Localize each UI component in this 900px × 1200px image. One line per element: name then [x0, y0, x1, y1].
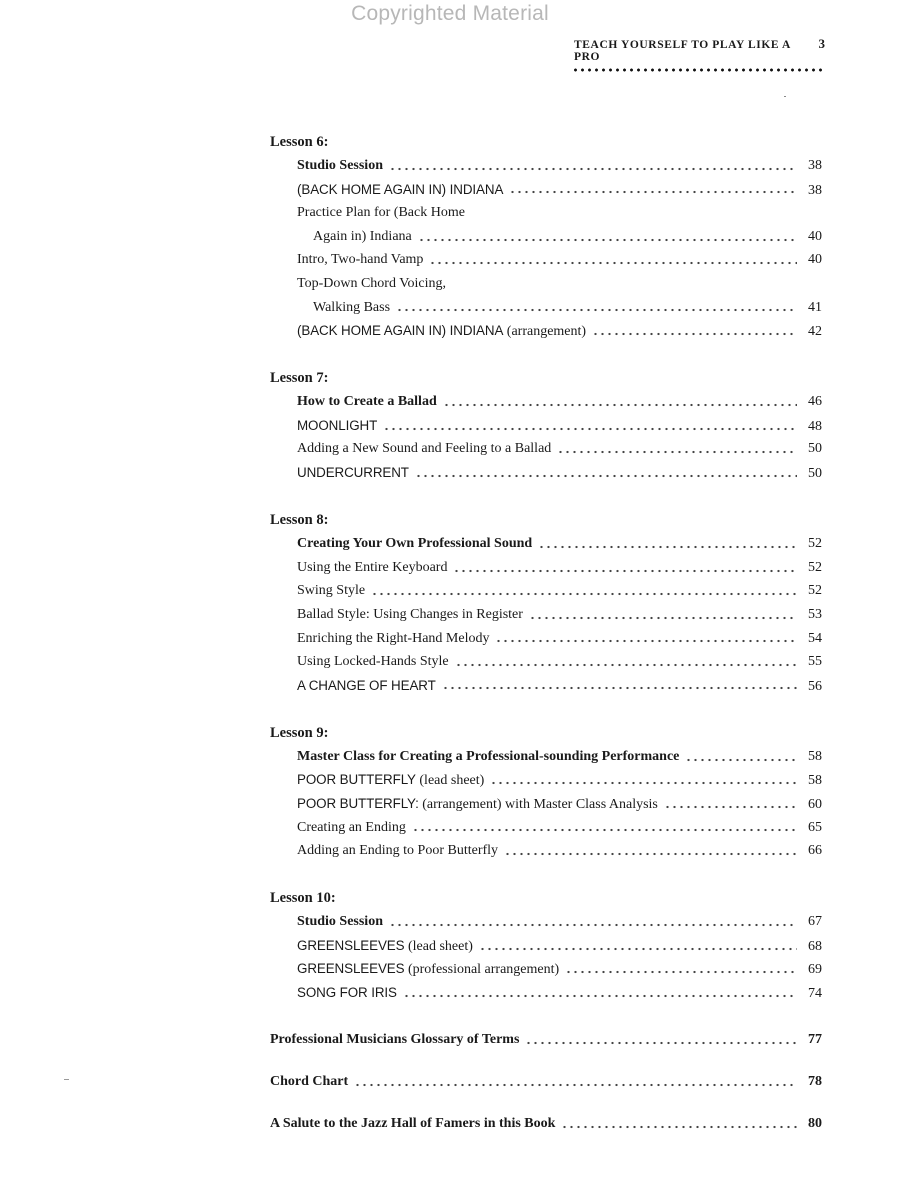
- dot-leader: [453, 563, 797, 573]
- entry-title: [297, 414, 377, 439]
- dot-leader: [371, 586, 797, 596]
- entry-title: [297, 579, 365, 603]
- table-of-contents: [270, 130, 822, 1154]
- entry-page-number: 48: [808, 418, 822, 434]
- entry-title-part: (lead sheet): [415, 773, 485, 789]
- entry-title: [313, 296, 390, 320]
- toc-entry[interactable]: [270, 792, 822, 816]
- entry-title-part: Adding a New Sound and Feeling to a Ballad: [297, 441, 552, 457]
- dot-leader: [592, 326, 797, 336]
- entry-title: A Salute to the Jazz Hall of Famers in this Book: [270, 1116, 556, 1132]
- entry-title: [297, 272, 446, 296]
- lesson-section: [270, 508, 822, 697]
- dot-leader: [429, 255, 797, 265]
- scan-speck: [64, 1079, 69, 1080]
- entry-page-number: 46: [808, 394, 822, 410]
- entry-title-part: Walking Bass: [313, 299, 391, 315]
- entry-title-part: (BACK HOME AGAIN IN) INDIANA: [297, 323, 504, 339]
- dot-leader: [412, 822, 797, 832]
- entry-title-part: Using the Entire Keyboard: [297, 559, 448, 575]
- entry-page-number: 77: [808, 1032, 822, 1048]
- entry-title: Chord Chart: [270, 1074, 349, 1090]
- entry-page-number: 68: [808, 938, 822, 954]
- toc-standalone-entry[interactable]: [270, 1070, 822, 1094]
- entry-title-part: Practice Plan for (Back Home: [297, 205, 465, 221]
- scan-speck: [784, 96, 786, 97]
- toc-entry[interactable]: [270, 296, 822, 320]
- lesson-section: [270, 721, 822, 863]
- toc-entry[interactable]: [270, 461, 822, 485]
- dot-leader: [442, 680, 797, 690]
- toc-entry[interactable]: [270, 556, 822, 580]
- dot-leader: [490, 775, 797, 785]
- entry-title-part: Creating an Ending: [297, 819, 406, 835]
- entry-title-part: (arrangement): [503, 324, 587, 340]
- entry-page-number: 67: [808, 914, 822, 930]
- entry-title-part: Enriching the Right-Hand Melody: [297, 630, 490, 646]
- entry-title-part: Creating Your Own Professional Sound: [297, 536, 533, 552]
- entry-page-number: 50: [808, 441, 822, 457]
- entry-title: [297, 745, 679, 769]
- entry-title: [297, 674, 436, 699]
- toc-entry[interactable]: [270, 627, 822, 651]
- running-head: [540, 36, 825, 72]
- toc-entry[interactable]: [270, 248, 822, 272]
- entry-title-part: Studio Session: [297, 158, 383, 173]
- entry-page-number: 80: [808, 1116, 822, 1132]
- toc-entry[interactable]: [270, 839, 822, 863]
- dot-leader: [455, 657, 797, 667]
- dot-leader: [495, 633, 797, 643]
- entry-title-part: Intro, Two-hand Vamp: [297, 252, 424, 268]
- entry-title: [297, 319, 586, 344]
- dot-leader: [664, 799, 797, 809]
- entry-page-number: 58: [808, 773, 822, 789]
- dot-leader: [389, 161, 797, 171]
- dot-leader: [396, 302, 797, 312]
- entry-title: [297, 910, 383, 934]
- toc-entry[interactable]: [270, 603, 822, 627]
- entry-title-part: Ballad Style: Using Changes in Register: [297, 606, 523, 622]
- dot-leader: [561, 1119, 797, 1129]
- page-number: 3: [818, 36, 825, 51]
- entry-title: [297, 650, 449, 674]
- entry-page-number: 40: [808, 252, 822, 268]
- standalone-entry-wrap: [270, 1028, 822, 1052]
- lesson-section: [270, 130, 822, 343]
- entry-page-number: 42: [808, 324, 822, 340]
- dot-leader: [685, 752, 797, 762]
- entry-page-number: 60: [808, 796, 822, 812]
- toc-entry[interactable]: [270, 768, 822, 792]
- entry-page-number: 58: [808, 748, 822, 764]
- entry-title-part: Studio Session: [297, 914, 383, 930]
- entry-page-number: 78: [808, 1074, 822, 1090]
- dot-leader: [557, 444, 797, 454]
- toc-entry[interactable]: [270, 178, 822, 202]
- entry-page-number: 52: [808, 559, 822, 575]
- toc-entry[interactable]: [270, 390, 822, 414]
- toc-entry[interactable]: [270, 934, 822, 958]
- toc-standalone-entry[interactable]: [270, 1028, 822, 1052]
- entry-title: [297, 201, 465, 225]
- entry-title: [297, 792, 658, 817]
- lesson-section: [270, 886, 822, 1004]
- entry-title: [297, 839, 498, 863]
- entry-title-part: (arrangement) with Master Class Analysis: [418, 796, 658, 812]
- dot-leader: [403, 988, 797, 998]
- dot-leader: [525, 1035, 797, 1045]
- entry-page-number: 55: [808, 654, 822, 670]
- toc-entry[interactable]: [270, 225, 822, 249]
- entry-title-part: Swing Style: [297, 583, 366, 599]
- entry-title: [297, 248, 423, 272]
- entry-title-part: How to Create a Ballad: [297, 394, 437, 410]
- dot-leader: [565, 964, 797, 974]
- toc-entry[interactable]: [270, 272, 822, 296]
- entry-title-part: Adding an Ending to Poor Butterfly: [297, 843, 499, 859]
- entry-title-part: Using Locked-Hands Style: [297, 654, 449, 670]
- entry-page-number: 66: [808, 843, 822, 859]
- entry-title-part: Again in) Indiana: [313, 228, 412, 244]
- entry-title: [297, 768, 484, 793]
- entry-title: [297, 390, 437, 414]
- entry-page-number: 53: [808, 606, 822, 622]
- toc-entry[interactable]: [270, 154, 822, 178]
- entry-title: [297, 178, 503, 203]
- entry-title: [297, 556, 447, 580]
- entry-page-number: 54: [808, 630, 822, 646]
- entry-title: [297, 154, 383, 178]
- dot-leader: [389, 917, 797, 927]
- toc-entry[interactable]: [270, 910, 822, 934]
- standalone-entry-wrap: [270, 1112, 822, 1136]
- toc-entry[interactable]: [270, 201, 822, 225]
- dot-leader: [354, 1077, 797, 1087]
- entry-page-number: 38: [808, 158, 822, 173]
- entry-title-part: GREENSLEEVES: [297, 961, 405, 977]
- entry-title-part: A CHANGE OF HEART: [297, 677, 436, 693]
- toc-entry[interactable]: [270, 957, 822, 981]
- entry-title: [297, 437, 551, 461]
- dot-leader: [383, 421, 797, 431]
- watermark: Copyrighted Material: [351, 2, 549, 25]
- lesson-heading: Lesson 7:: [270, 370, 329, 387]
- lesson-section: [270, 366, 822, 484]
- entry-page-number: 50: [808, 466, 822, 482]
- entry-page-number: 69: [808, 962, 822, 978]
- toc-entry[interactable]: [270, 816, 822, 840]
- lesson-heading: Lesson 10:: [270, 890, 336, 907]
- entry-title: [297, 934, 473, 959]
- toc-entry[interactable]: [270, 650, 822, 674]
- entry-title: [313, 225, 412, 249]
- toc-entry[interactable]: [270, 437, 822, 461]
- entry-title: [297, 603, 523, 627]
- toc-entry[interactable]: [270, 319, 822, 343]
- entry-title-part: (lead sheet): [404, 938, 473, 954]
- dotted-rule: [572, 68, 825, 72]
- dot-leader: [529, 610, 797, 620]
- entry-title-part: UNDERCURRENT: [297, 465, 409, 481]
- entry-page-number: 74: [808, 986, 822, 1002]
- dot-leader: [479, 941, 797, 951]
- entry-page-number: 56: [808, 678, 822, 694]
- toc-entry[interactable]: [270, 981, 822, 1005]
- entry-page-number: 65: [808, 819, 822, 835]
- dot-leader: [443, 397, 797, 407]
- entry-title-part: POOR BUTTERFLY: [297, 772, 416, 788]
- entry-page-number: 40: [808, 228, 822, 244]
- entry-page-number: 38: [808, 182, 822, 198]
- entry-title: [297, 981, 397, 1006]
- entry-page-number: 52: [808, 583, 822, 599]
- entry-title-part: SONG FOR IRIS: [297, 985, 397, 1001]
- lesson-heading: Lesson 8:: [270, 512, 329, 529]
- toc-entry[interactable]: [270, 414, 822, 438]
- dot-leader: [418, 232, 797, 242]
- entry-page-number: 52: [808, 536, 822, 552]
- entry-title-part: MOONLIGHT: [297, 417, 378, 433]
- entry-title: [297, 816, 406, 840]
- entry-title: [297, 461, 409, 486]
- dot-leader: [509, 184, 797, 194]
- entry-title-part: POOR BUTTERFLY:: [297, 795, 419, 811]
- entry-title-part: (professional arrangement): [404, 962, 560, 978]
- entry-title-part: Top-Down Chord Voicing,: [297, 275, 447, 291]
- toc-entry[interactable]: [270, 745, 822, 769]
- entry-title: [297, 957, 559, 982]
- lesson-heading: Lesson 9:: [270, 724, 329, 741]
- toc-entry[interactable]: [270, 674, 822, 698]
- dot-leader: [504, 846, 797, 856]
- toc-entry[interactable]: [270, 579, 822, 603]
- entry-page-number: 41: [808, 299, 822, 315]
- dot-leader: [415, 468, 797, 478]
- entry-title: [297, 532, 532, 556]
- lesson-heading: Lesson 6:: [270, 134, 329, 150]
- toc-standalone-entry[interactable]: [270, 1112, 822, 1136]
- toc-entry[interactable]: [270, 532, 822, 556]
- entry-title-part: (BACK HOME AGAIN IN) INDIANA: [297, 181, 504, 197]
- standalone-entry-wrap: [270, 1070, 822, 1094]
- entry-title: Professional Musicians Glossary of Terms: [270, 1032, 520, 1048]
- entry-title: [297, 627, 489, 651]
- entry-title-part: GREENSLEEVES: [297, 937, 405, 953]
- dot-leader: [538, 539, 797, 549]
- entry-title-part: Master Class for Creating a Professional-sounding Performance: [297, 748, 680, 764]
- running-head-title: TEACH YOURSELF TO PLAY LIKE A PRO: [574, 39, 791, 63]
